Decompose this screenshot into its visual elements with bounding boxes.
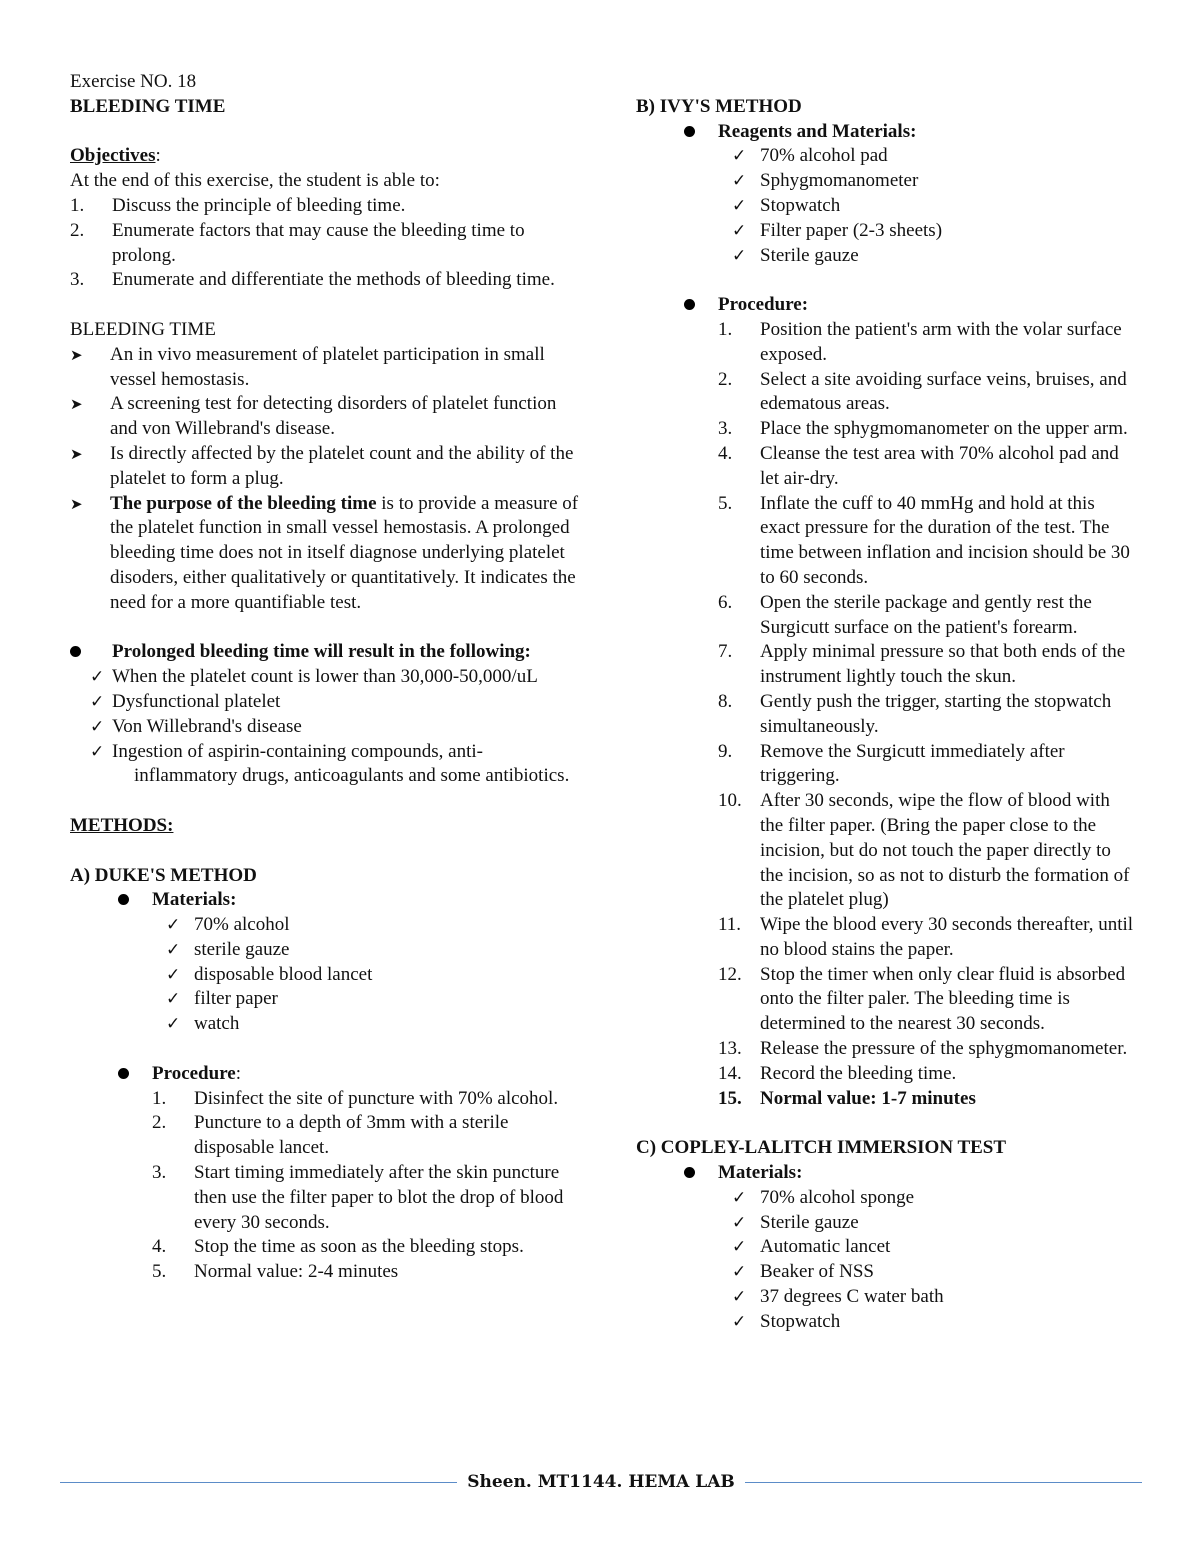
- list-item: [732, 1186, 1136, 1211]
- methods-heading: METHODS:: [70, 814, 174, 836]
- checkmark-icon: ✓: [90, 667, 105, 688]
- procedure-step: [718, 318, 1136, 368]
- list-item: [732, 219, 1136, 244]
- step-number: 2.: [152, 1112, 167, 1134]
- step-number: 13.: [718, 1038, 742, 1060]
- item-text: Ingestion of aspirin-containing compounds, anti-inflammatory drugs, anticoagulants and some antibiotics.: [112, 740, 570, 787]
- step-text: Remove the Surgicutt immediately after triggering.: [760, 740, 1065, 787]
- checkmark-icon: ✓: [732, 146, 747, 167]
- ivy-materials-list: [636, 144, 1136, 268]
- procedure-step: [718, 417, 1136, 442]
- bleeding-time-bullets: [70, 343, 580, 616]
- page-footer: [60, 1468, 1142, 1496]
- list-item: [166, 1012, 580, 1037]
- item-text: Dysfunctional platelet: [112, 690, 281, 712]
- checkmark-icon: ✓: [90, 741, 105, 762]
- list-item: [70, 343, 580, 393]
- copley-test-title: C) COPLEY-LALITCH IMMERSION TEST: [636, 1137, 1007, 1159]
- item-text: Filter paper (2-3 sheets): [760, 219, 943, 241]
- objectives-heading-text: Objectives: [70, 145, 156, 167]
- item-text: Beaker of NSS: [760, 1261, 874, 1283]
- checkmark-icon: ✓: [732, 1287, 747, 1308]
- step-number: 3.: [718, 418, 733, 440]
- checkmark-icon: ✓: [732, 1187, 747, 1208]
- right-column: [636, 70, 1136, 1335]
- dot-bullet-icon: [118, 1062, 152, 1087]
- left-column: [70, 70, 580, 1285]
- step-number: 5.: [718, 492, 733, 514]
- document-title: BLEEDING TIME: [70, 95, 226, 117]
- dot-bullet-icon: [684, 293, 718, 318]
- footer-rule-right: [745, 1482, 1142, 1483]
- duke-procedure-label: Procedure: [152, 1062, 236, 1084]
- duke-procedure-heading: [70, 1062, 580, 1087]
- item-text: Sterile gauze: [760, 1211, 859, 1233]
- procedure-step: [718, 492, 1136, 591]
- procedure-step: [718, 1062, 1136, 1087]
- list-item: [732, 144, 1136, 169]
- item-text: sterile gauze: [194, 938, 290, 960]
- list-item: [732, 1235, 1136, 1260]
- step-number: 1.: [718, 318, 733, 340]
- step-number: 15.: [718, 1087, 742, 1109]
- objective-item: [70, 219, 580, 269]
- list-item: [90, 740, 580, 790]
- bullet-text: An in vivo measurement of platelet participation in small vessel hemostasis.: [110, 343, 545, 390]
- procedure-step: [152, 1111, 580, 1161]
- duke-procedure-label-wrap: [152, 1062, 580, 1087]
- procedure-step: [152, 1235, 580, 1260]
- ivy-procedure-list: [636, 318, 1136, 1112]
- checkmark-icon: ✓: [166, 964, 181, 985]
- ivy-method-title: B) IVY'S METHOD: [636, 95, 802, 117]
- procedure-step: [152, 1161, 580, 1235]
- step-text: Place the sphygmomanometer on the upper arm.: [760, 418, 1128, 440]
- prolonged-heading-text: Prolonged bleeding time will result in the following:: [112, 641, 531, 663]
- prolonged-heading: [70, 640, 580, 665]
- step-text: Open the sterile package and gently rest the Surgicutt surface on the patient's forearm.: [760, 591, 1092, 638]
- step-text: Wipe the blood every 30 seconds thereafter, until no blood stains the paper.: [760, 914, 1134, 960]
- dot-bullet-icon: [684, 120, 718, 145]
- duke-procedure-colon: :: [235, 1062, 241, 1084]
- purpose-rest-text: is to provide a measure of the platelet function in small vessel hemostasis. A prolonged bleeding time does not in itself diagnose underlying platelet disoders, either qualitatively or quantitatively. It indicates the need for a more quantifiable test.: [110, 492, 579, 613]
- ivy-materials-heading: [636, 120, 1136, 145]
- step-number: 4.: [152, 1236, 167, 1258]
- item-text: Stopwatch: [760, 1310, 841, 1332]
- checkmark-icon: ✓: [166, 1014, 181, 1035]
- item-text: Stopwatch: [760, 194, 841, 216]
- step-text: Cleanse the test area with 70% alcohol pad and let air-dry.: [760, 442, 1119, 489]
- list-item: [732, 1211, 1136, 1236]
- item-number: 3.: [70, 269, 85, 291]
- objective-item: [70, 194, 580, 219]
- bleeding-time-heading: BLEEDING TIME: [70, 318, 216, 340]
- procedure-step-normal-value: [718, 1087, 1136, 1112]
- checkmark-icon: ✓: [166, 989, 181, 1010]
- procedure-step: [718, 913, 1136, 963]
- step-text: Apply minimal pressure so that both ends of the instrument lightly touch the skun.: [760, 641, 1126, 688]
- purpose-bold-text: The purpose of the bleeding time: [110, 492, 377, 514]
- step-number: 11.: [718, 914, 742, 936]
- purpose-text: [110, 492, 580, 616]
- prolonged-list: [90, 665, 580, 789]
- ivy-procedure-heading: [636, 293, 1136, 318]
- list-item: [732, 1285, 1136, 1310]
- step-text: Stop the time as soon as the bleeding stops.: [194, 1236, 524, 1258]
- copley-materials-list: [636, 1186, 1136, 1335]
- step-number: 2.: [718, 368, 733, 390]
- step-text: Normal value: 1-7 minutes: [760, 1087, 976, 1109]
- checkmark-icon: ✓: [732, 245, 747, 266]
- footer-rule-left: [60, 1482, 457, 1483]
- list-item: [732, 194, 1136, 219]
- bullet-text: Is directly affected by the platelet count and the ability of the platelet to form a plug.: [110, 442, 574, 489]
- step-number: 10.: [718, 790, 742, 812]
- list-item: [732, 169, 1136, 194]
- step-text: Gently push the trigger, starting the stopwatch simultaneously.: [760, 690, 1112, 737]
- step-text: Puncture to a depth of 3mm with a sterile disposable lancet.: [194, 1112, 509, 1159]
- step-number: 8.: [718, 690, 733, 712]
- step-text: Stop the timer when only clear fluid is absorbed onto the filter paler. The bleeding time is determined to the nearest 30 seconds.: [760, 963, 1126, 1035]
- list-item: [70, 492, 580, 616]
- list-item: [90, 690, 580, 715]
- item-text: Sterile gauze: [760, 244, 859, 266]
- checkmark-icon: ✓: [166, 915, 181, 936]
- checkmark-icon: ✓: [90, 716, 105, 737]
- list-item: [732, 1260, 1136, 1285]
- list-item: [166, 987, 580, 1012]
- procedure-step: [152, 1260, 580, 1285]
- procedure-step: [718, 789, 1136, 913]
- ivy-procedure-label: Procedure:: [718, 294, 809, 316]
- exercise-number: Exercise NO. 18: [70, 71, 197, 92]
- checkmark-icon: ✓: [166, 939, 181, 960]
- step-text: After 30 seconds, wipe the flow of blood with the filter paper. (Bring the paper close to the incision, but do not touch the paper directly to the incision, so as not to disturb the formation of the platelet plug): [760, 790, 1130, 911]
- item-text: watch: [194, 1013, 240, 1035]
- objective-item: [70, 268, 580, 293]
- step-number: 3.: [152, 1162, 167, 1184]
- step-number: 5.: [152, 1261, 167, 1283]
- copley-materials-heading: [636, 1161, 1136, 1186]
- checkmark-icon: ✓: [732, 1237, 747, 1258]
- step-text: Start timing immediately after the skin puncture then use the filter paper to blot the drop of blood every 30 seconds.: [194, 1162, 564, 1233]
- item-text: 70% alcohol: [194, 914, 290, 936]
- item-number: 2.: [70, 219, 85, 241]
- procedure-step: [718, 963, 1136, 1037]
- bullet-text: A screening test for detecting disorders of platelet function and von Willebrand's disease.: [110, 393, 557, 440]
- item-text: Von Willebrand's disease: [112, 715, 302, 737]
- item-text: Enumerate and differentiate the methods of bleeding time.: [112, 269, 555, 291]
- list-item: [70, 442, 580, 492]
- duke-procedure-list: [70, 1087, 580, 1285]
- list-item: [70, 392, 580, 442]
- procedure-step: [718, 442, 1136, 492]
- procedure-step: [718, 740, 1136, 790]
- item-number: 1.: [70, 194, 85, 216]
- step-number: 14.: [718, 1062, 742, 1084]
- list-item: [732, 244, 1136, 269]
- item-text: 70% alcohol sponge: [760, 1186, 915, 1208]
- step-text: Normal value: 2-4 minutes: [194, 1261, 399, 1283]
- step-text: Inflate the cuff to 40 mmHg and hold at this exact pressure for the duration of the test. The time between inflation and incision should be 30 to 60 seconds.: [760, 492, 1130, 588]
- item-text: Discuss the principle of bleeding time.: [112, 194, 406, 216]
- procedure-step: [718, 1037, 1136, 1062]
- duke-materials-heading: [70, 888, 580, 913]
- list-item: [166, 938, 580, 963]
- duke-method-title: A) DUKE'S METHOD: [70, 864, 257, 886]
- dot-bullet-icon: [118, 888, 152, 913]
- list-item: [732, 1310, 1136, 1335]
- checkmark-icon: ✓: [732, 1311, 747, 1332]
- procedure-step: [718, 368, 1136, 418]
- item-text: disposable blood lancet: [194, 963, 373, 985]
- item-text: When the platelet count is lower than 30,000-50,000/uL: [112, 666, 538, 688]
- objectives-colon: :: [155, 145, 161, 167]
- ivy-materials-label: Reagents and Materials:: [718, 120, 917, 142]
- step-number: 12.: [718, 963, 742, 985]
- procedure-step: [718, 591, 1136, 641]
- list-item: [166, 913, 580, 938]
- item-text: 37 degrees C water bath: [760, 1286, 944, 1308]
- checkmark-icon: ✓: [732, 1262, 747, 1283]
- objectives-list: [70, 194, 580, 293]
- list-item: [90, 665, 580, 690]
- list-item: [166, 963, 580, 988]
- dot-bullet-icon: [684, 1161, 718, 1186]
- item-text: Automatic lancet: [760, 1236, 891, 1258]
- item-text: filter paper: [194, 988, 278, 1010]
- footer-text: Sheen. MT1144. HEMA LAB: [467, 1471, 735, 1492]
- step-number: 7.: [718, 641, 733, 663]
- procedure-step: [718, 690, 1136, 740]
- objectives-heading: [70, 144, 580, 169]
- procedure-step: [152, 1087, 580, 1112]
- procedure-step: [718, 640, 1136, 690]
- item-text: Enumerate factors that may cause the bleeding time to prolong.: [112, 219, 525, 266]
- item-text: Sphygmomanometer: [760, 170, 919, 192]
- step-number: 1.: [152, 1087, 167, 1109]
- step-text: Position the patient's arm with the volar surface exposed.: [760, 318, 1122, 365]
- step-number: 4.: [718, 442, 733, 464]
- step-text: Disinfect the site of puncture with 70% alcohol.: [194, 1087, 559, 1109]
- checkmark-icon: ✓: [732, 171, 747, 192]
- arrow-bullet-icon: ➤: [70, 444, 83, 463]
- step-number: 6.: [718, 591, 733, 613]
- objectives-intro: At the end of this exercise, the student is able to:: [70, 170, 440, 192]
- checkmark-icon: ✓: [90, 691, 105, 712]
- checkmark-icon: ✓: [732, 1212, 747, 1233]
- duke-materials-list: [70, 913, 580, 1037]
- step-text: Release the pressure of the sphygmomanometer.: [760, 1038, 1128, 1060]
- arrow-bullet-icon: ➤: [70, 345, 83, 364]
- step-text: Select a site avoiding surface veins, bruises, and edematous areas.: [760, 368, 1127, 415]
- step-text: Record the bleeding time.: [760, 1062, 957, 1084]
- step-number: 9.: [718, 740, 733, 762]
- arrow-bullet-icon: ➤: [70, 494, 83, 513]
- copley-materials-label: Materials:: [718, 1162, 803, 1184]
- list-item: [90, 715, 580, 740]
- checkmark-icon: ✓: [732, 195, 747, 216]
- duke-materials-label: Materials:: [152, 889, 237, 911]
- arrow-bullet-icon: ➤: [70, 395, 83, 414]
- item-text: 70% alcohol pad: [760, 145, 888, 167]
- checkmark-icon: ✓: [732, 220, 747, 241]
